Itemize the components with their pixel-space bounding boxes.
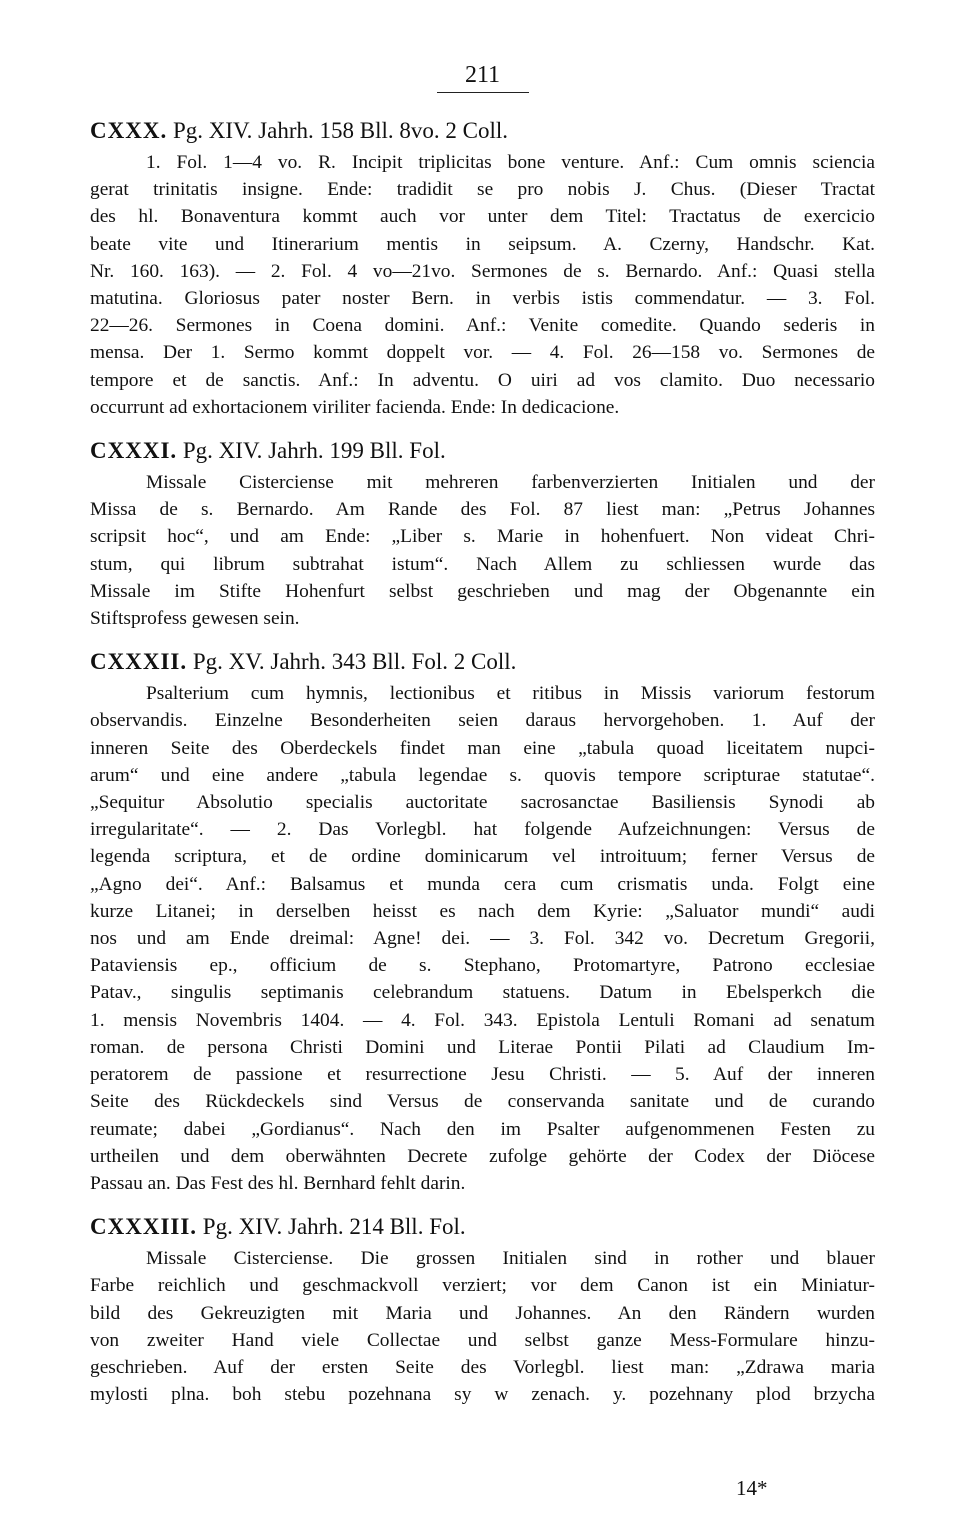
text-line: geschrieben. Auf der ersten Seite des Vorlegbl. liest man: „Zdrawa maria [90, 1356, 875, 1378]
entry-id: CXXXII. [90, 649, 188, 675]
text-line: Missale Cisterciense mit mehreren farbenverzierten Initialen und der [146, 472, 875, 494]
text-line: urtheilen und dem oberwähnten Decrete zufolge gehörte der Codex der Diöcese [90, 1145, 875, 1167]
entry-heading [90, 1213, 875, 1241]
entry-id: CXXX. [90, 118, 168, 143]
text-line: bild des Gekreuzigten mit Maria und Johannes. An den Rändern wurden [90, 1302, 875, 1324]
entry-heading [90, 437, 875, 465]
page-number-rule [437, 92, 529, 93]
text-line: Psalterium cum hymnis, lectionibus et ritibus in Missis variorum festorum [146, 683, 875, 705]
text-line: 1. mensis Novembris 1404. — 4. Fol. 343. Epistola Lentuli Romani ad senatum [90, 1009, 875, 1031]
text-line: Pataviensis ep., officium de s. Stephano, Protomartyre, Patrono ecclesiae [90, 955, 875, 977]
text-line: mylosti plna. boh stebu pozehnana sy w zenach. y. pozehnany plod brzycha [90, 1384, 875, 1406]
text-line: von zweiter Hand viele Collectae und selbst ganze Mess-Formulare hinzu- [90, 1329, 875, 1351]
catalog-entry-cxxx [90, 117, 875, 421]
text-line: Missa de s. Bernardo. Am Rande des Fol. 87 liest man: „Petrus Johannes [90, 499, 875, 521]
entry-body [90, 1245, 875, 1408]
text-line: Patav., singulis septimanis celebrandum statuens. Datum in Ebelsperkch die [90, 982, 875, 1004]
catalog-entry-cxxxii [90, 648, 875, 1197]
text-line: nos und am Ende dreimal: Agne! dei. — 3. Fol. 342 vo. Decretum Gregorii, [90, 928, 875, 950]
text-line: gerat trinitatis insigne. Ende: tradidit se pro nobis J. Chus. (Dieser Tractat [90, 179, 875, 201]
text-line: reumate; dabei „Gordianus“. Nach den im Psalter aufgenommenen Festen zu [90, 1118, 875, 1140]
text-line: Missale Cisterciense. Die grossen Initialen sind in rother und blauer [146, 1248, 875, 1270]
text-line: irregularitate“. — 2. Das Vorlegbl. hat folgende Aufzeichnungen: Versus de [90, 819, 875, 841]
text-line: 22—26. Sermones in Coena domini. Anf.: Venite comedite. Quando sederis in [90, 315, 875, 337]
entry-body [90, 469, 875, 632]
text-line: occurrunt ad exhortacionem viriliter facienda. Ende: In dedicacione. [90, 396, 620, 418]
text-line: „Sequitur Absolutio specialis auctoritate sacrosanctae Basiliensis Synodi ab [90, 792, 875, 814]
text-line: Missale im Stifte Hohenfurt selbst geschrieben und mag der Obgenannte ein [90, 580, 875, 602]
text-line: inneren Seite des Oberdeckels findet man eine „tabula quoad liceitatem nupci- [90, 737, 875, 759]
text-line: „Agno dei“. Anf.: Balsamus et munda cera cum crismatis unda. Folgt eine [90, 873, 875, 895]
text-line: observandis. Einzelne Besonderheiten seien daraus hervorgehoben. 1. Auf der [90, 710, 875, 732]
signature-mark: 14* [736, 1476, 768, 1500]
text-line: roman. de persona Christi Domini und Literae Pontii Pilati ad Claudium Im- [90, 1036, 875, 1058]
entry-header-text: Pg. XIV. Jahrh. 158 Bll. 8vo. 2 Coll. [172, 118, 508, 143]
entry-header-text: Pg. XV. Jahrh. 343 Bll. Fol. 2 Coll. [192, 649, 517, 675]
text-line: matutina. Gloriosus pater noster Bern. in verbis istis commendatur. — 3. Fol. [90, 288, 875, 310]
text-line: 1. Fol. 1—4 vo. R. Incipit triplicitas bone venture. Anf.: Cum omnis sciencia [146, 152, 875, 173]
catalog-entry-cxxxi [90, 437, 875, 632]
entry-header-text: Pg. XIV. Jahrh. 214 Bll. Fol. [202, 1214, 466, 1240]
text-line: beate vite und Itinerarium mentis in seipsum. A. Czerny, Handschr. Kat. [90, 233, 875, 255]
entry-heading [90, 117, 875, 145]
text-line: tempore et de sanctis. Anf.: In adventu. O uiri ad vos clamito. Duo necessario [90, 369, 875, 391]
text-line: peratorem de passione et resurrectione Jesu Christi. — 5. Auf der inneren [90, 1064, 875, 1086]
text-line: Seite des Rückdeckels sind Versus de conservanda sanitate und de curando [90, 1091, 875, 1113]
text-line: Passau an. Das Fest des hl. Bernhard fehlt darin. [90, 1172, 466, 1194]
text-line: arum“ und eine andere „tabula legendae s. quovis tempore scripturae statutae“. [90, 764, 875, 786]
entry-id: CXXXI. [90, 438, 178, 464]
text-line: mensa. Der 1. Sermo kommt doppelt vor. — 4. Fol. 26—158 vo. Sermones de [90, 342, 875, 364]
text-line: Stiftsprofess gewesen sein. [90, 608, 300, 630]
catalog-entry-cxxxiii [90, 1213, 875, 1408]
text-line: stum, qui librum subtrahat istum“. Nach Allem zu schliessen wurde das [90, 553, 875, 575]
book-page [90, 60, 875, 1424]
text-line: Farbe reichlich und geschmackvoll verziert; vor dem Canon ist ein Miniatur- [90, 1275, 875, 1297]
text-line: des hl. Bonaventura kommt auch vor unter dem Titel: Tractatus de exercicio [90, 206, 875, 228]
page-number: 211 [464, 62, 501, 88]
entry-body [90, 149, 875, 421]
entry-header-text: Pg. XIV. Jahrh. 199 Bll. Fol. [182, 438, 446, 464]
entry-id: CXXXIII. [90, 1214, 198, 1240]
entry-body [90, 680, 875, 1197]
entry-heading [90, 648, 875, 676]
text-line: Nr. 160. 163). — 2. Fol. 4 vo—21vo. Sermones de s. Bernardo. Anf.: Quasi stella [90, 260, 875, 282]
text-line: kurze Litanei; in derselben heisst es nach dem Kyrie: „Saluator mundi“ audi [90, 900, 875, 922]
text-line: scripsit hoc“, und am Ende: „Liber s. Marie in hohenfuert. Non videat Chri- [90, 526, 875, 548]
text-line: legenda scriptura, et de ordine dominicarum vel introituum; ferner Versus de [90, 846, 875, 868]
